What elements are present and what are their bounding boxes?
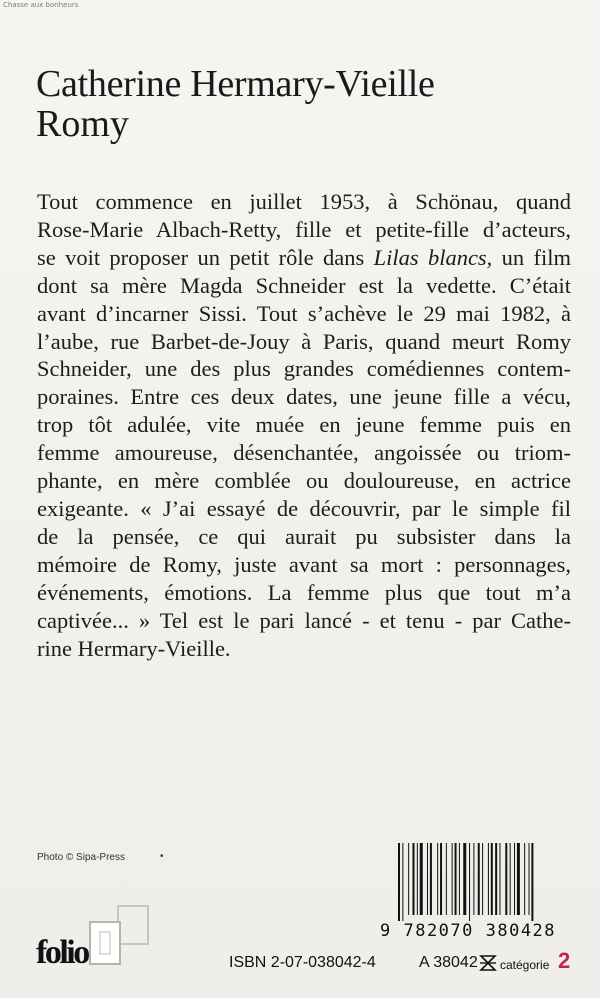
barcode-bar xyxy=(402,843,403,921)
barcode-bar xyxy=(463,843,466,915)
barcode-bar xyxy=(440,843,442,915)
barcode-bar xyxy=(420,843,423,915)
barcode-bar xyxy=(459,843,460,915)
barcode-bar xyxy=(524,843,525,915)
barcode-bar xyxy=(514,843,515,915)
blurb-line: Schneider, une des plus grandes comédiennes contem- xyxy=(37,356,571,382)
blurb-line: phante, en mère comblée ou douloureuse, en actrice xyxy=(37,468,571,494)
barcode-bar xyxy=(505,843,507,915)
barcode-bar xyxy=(517,843,520,915)
barcode-icon xyxy=(396,843,580,921)
barcode-bar xyxy=(413,843,415,915)
category-number: 2 xyxy=(558,948,571,973)
barcode-bar xyxy=(430,843,432,915)
barcode-bar xyxy=(478,843,480,915)
barcode-bar xyxy=(531,843,533,921)
blurb-text xyxy=(37,188,571,662)
barcode-bar xyxy=(510,843,511,915)
barcode-bar xyxy=(469,843,470,921)
barcode-digits: 9 782070 380428 xyxy=(380,921,557,941)
folio-logo-mark-icon xyxy=(88,904,152,966)
barcode-bar xyxy=(427,843,428,915)
barcode-bar xyxy=(398,843,400,921)
blurb-line: mémoire de Romy, juste avant sa mort : personnages, xyxy=(37,551,571,577)
category-label: catégorie xyxy=(500,958,550,972)
book-title: Romy xyxy=(36,103,129,145)
barcode-bar xyxy=(446,843,447,915)
blurb-line: dont sa mère Magda Schneider est la vedette. C’était xyxy=(37,272,571,298)
barcode-bar xyxy=(455,843,457,915)
blurb-line: exigeante. « J’ai essayé de découvrir, par le simple fil xyxy=(37,495,571,521)
blurb-line: Rose-Marie Albach-Retty, fille et petite-fille d’acteurs, xyxy=(37,216,571,242)
blurb-line: poraines. Entre ces deux dates, une jeune fille a vécu, xyxy=(37,384,571,410)
isbn-number: ISBN 2-07-038042-4 xyxy=(229,954,376,971)
barcode-bar xyxy=(500,843,501,915)
catalog-code: A 38042 xyxy=(419,954,478,971)
blurb-line: événements, émotions. La femme plus que tout m’a xyxy=(37,579,571,605)
blurb-line: femme amoureuse, désenchantée, angoissée ou triom- xyxy=(37,440,571,466)
watermark-text: Chasse aux bonheurs xyxy=(3,1,79,9)
blurb-line: l’aube, rue Barbet-de-Jouy à Paris, quand meurt Romy xyxy=(37,328,571,354)
blurb-line: Tout commence en juillet 1953, à Schönau, quand xyxy=(37,189,571,214)
credit-dot: • xyxy=(160,851,164,862)
barcode-bar xyxy=(452,843,453,915)
category-glyph-icon xyxy=(478,952,498,974)
publisher-logo: folio xyxy=(36,934,88,971)
barcode-bar xyxy=(529,843,530,915)
barcode-bar xyxy=(408,843,409,915)
barcode-bar xyxy=(488,843,489,915)
barcode-bar xyxy=(437,843,438,915)
blurb-line: captivée... » Tel est le pari lancé - et tenu - par Cathe- xyxy=(37,607,571,633)
author-name: Catherine Hermary-Vieille xyxy=(36,63,435,105)
barcode-bar xyxy=(473,843,474,915)
blurb-line: se voit proposer un petit rôle dans Lilas blancs, un film xyxy=(37,244,571,270)
photo-credit: Photo © Sipa-Press xyxy=(37,852,125,863)
barcode-bar xyxy=(495,843,497,915)
blurb-line: rine Hermary-Vieille. xyxy=(37,635,231,661)
blurb-line: trop tôt adulée, vite muée en jeune femme puis en xyxy=(37,412,571,438)
barcode-bar xyxy=(417,843,418,915)
barcode-bar xyxy=(491,843,493,915)
barcode-bar xyxy=(482,843,483,915)
blurb-line: de la pensée, ce qui aurait pu subsister dans la xyxy=(37,523,571,549)
blurb-line: avant d’incarner Sissi. Tout s’achève le 29 mai 1982, à xyxy=(37,300,571,326)
